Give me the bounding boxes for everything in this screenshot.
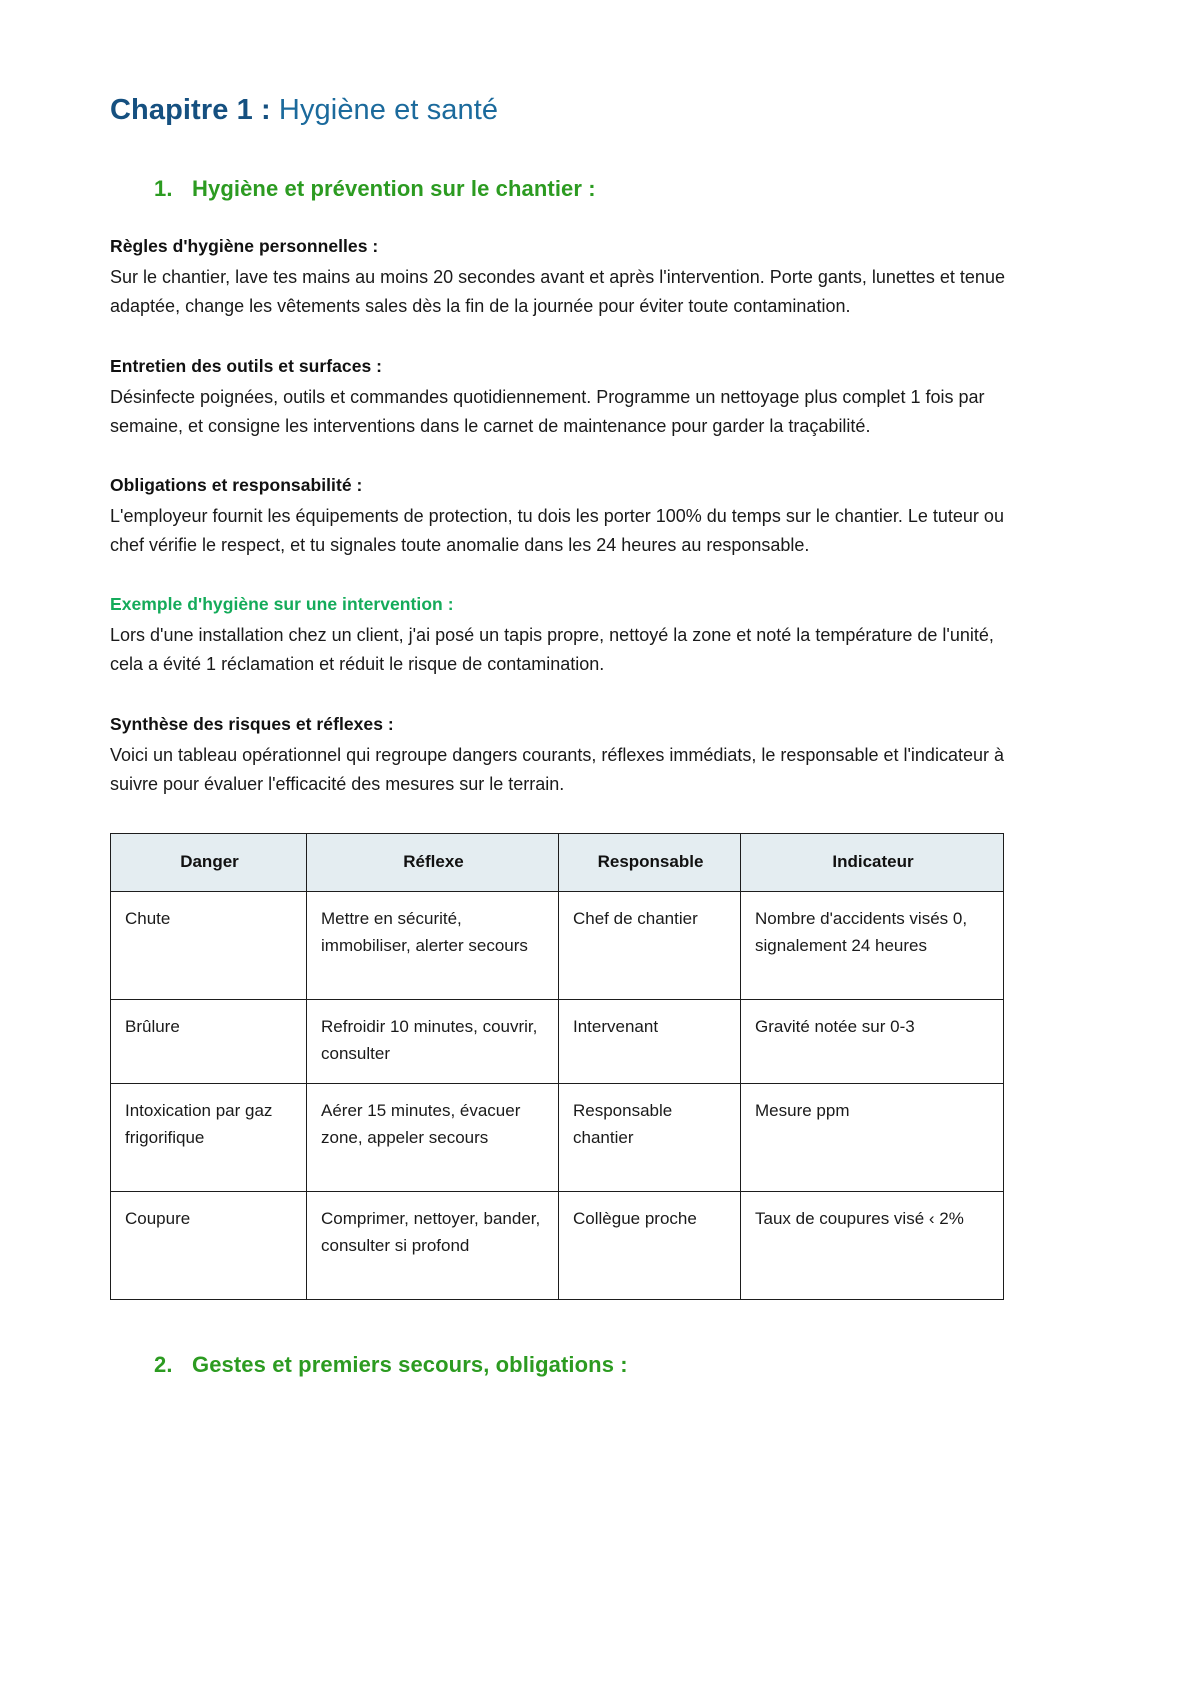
table-header-reflexe: Réflexe	[307, 833, 559, 891]
cell-indicateur: Nombre d'accidents visés 0, signalement 24 heures	[741, 891, 1004, 999]
cell-danger: Coupure	[111, 1192, 307, 1300]
section-number-2: 2.	[154, 1352, 173, 1378]
block-title: Obligations et responsabilité :	[110, 474, 363, 495]
section-heading-2	[154, 1352, 1090, 1378]
table-header-indicateur: Indicateur	[741, 833, 1004, 891]
block-body: L'employeur fournit les équipements de protection, tu dois les porter 100% du temps sur le chantier. Le tuteur ou chef vérifie le respect, et tu signales toute anomalie dans les 24 heures au responsable.	[110, 505, 1004, 556]
cell-responsable: Chef de chantier	[559, 891, 741, 999]
chapter-subject: Hygiène et santé	[278, 94, 499, 126]
cell-danger: Intoxication par gaz frigorifique	[111, 1084, 307, 1192]
block-body: Lors d'une installation chez un client, j'ai posé un tapis propre, nettoyé la zone et noté la température de l'unité, cela a évité 1 réclamation et réduit le risque de contamination.	[110, 625, 994, 675]
chapter-prefix: Chapitre 1 :	[110, 94, 271, 126]
block-exemple-hygiene	[110, 594, 1090, 679]
section-heading-1	[154, 176, 1090, 202]
block-title: Entretien des outils et surfaces :	[110, 355, 383, 376]
table-header-row	[111, 833, 1004, 891]
cell-reflexe: Comprimer, nettoyer, bander, consulter si profond	[307, 1192, 559, 1300]
section-label-1: Hygiène et prévention sur le chantier :	[192, 176, 596, 202]
cell-danger: Brûlure	[111, 999, 307, 1084]
block-title-highlight: Exemple d'hygiène sur une intervention :	[110, 594, 454, 615]
cell-indicateur: Mesure ppm	[741, 1084, 1004, 1192]
table-row	[111, 1084, 1004, 1192]
table-header-danger: Danger	[111, 833, 307, 891]
table-row	[111, 1192, 1004, 1300]
page-title	[110, 92, 1090, 128]
section-number-1: 1.	[154, 176, 173, 202]
cell-reflexe: Refroidir 10 minutes, couvrir, consulter	[307, 999, 559, 1084]
block-obligations	[110, 475, 1090, 560]
block-body: Désinfecte poignées, outils et commandes quotidiennement. Programme un nettoyage plus complet 1 fois par semaine, et consigne les interventions dans le carnet de maintenance pour garder la traçabilité.	[110, 386, 985, 436]
block-title: Synthèse des risques et réflexes :	[110, 713, 394, 734]
section-label-2: Gestes et premiers secours, obligations :	[192, 1352, 628, 1378]
risk-reflex-table	[110, 833, 1004, 1301]
cell-responsable: Intervenant	[559, 999, 741, 1084]
block-body: Voici un tableau opérationnel qui regroupe dangers courants, réflexes immédiats, le responsable et l'indicateur à suivre pour évaluer l'efficacité des mesures sur le terrain.	[110, 744, 1004, 794]
cell-reflexe: Mettre en sécurité, immobiliser, alerter secours	[307, 891, 559, 999]
block-synthese-risques	[110, 714, 1090, 799]
cell-indicateur: Taux de coupures visé ‹ 2%	[741, 1192, 1004, 1300]
block-entretien-outils	[110, 356, 1090, 441]
block-body: Sur le chantier, lave tes mains au moins 20 secondes avant et après l'intervention. Porte gants, lunettes et tenue adaptée, change les vêtements sales dès la fin de la journée pour éviter toute contamination.	[110, 267, 1005, 317]
block-regles-hygiene	[110, 236, 1090, 321]
cell-responsable: Responsable chantier	[559, 1084, 741, 1192]
cell-danger: Chute	[111, 891, 307, 999]
cell-indicateur: Gravité notée sur 0-3	[741, 999, 1004, 1084]
cell-reflexe: Aérer 15 minutes, évacuer zone, appeler secours	[307, 1084, 559, 1192]
table-header-responsable: Responsable	[559, 833, 741, 891]
table-row	[111, 999, 1004, 1084]
table-row	[111, 891, 1004, 999]
block-title: Règles d'hygiène personnelles :	[110, 236, 379, 257]
cell-responsable: Collègue proche	[559, 1192, 741, 1300]
